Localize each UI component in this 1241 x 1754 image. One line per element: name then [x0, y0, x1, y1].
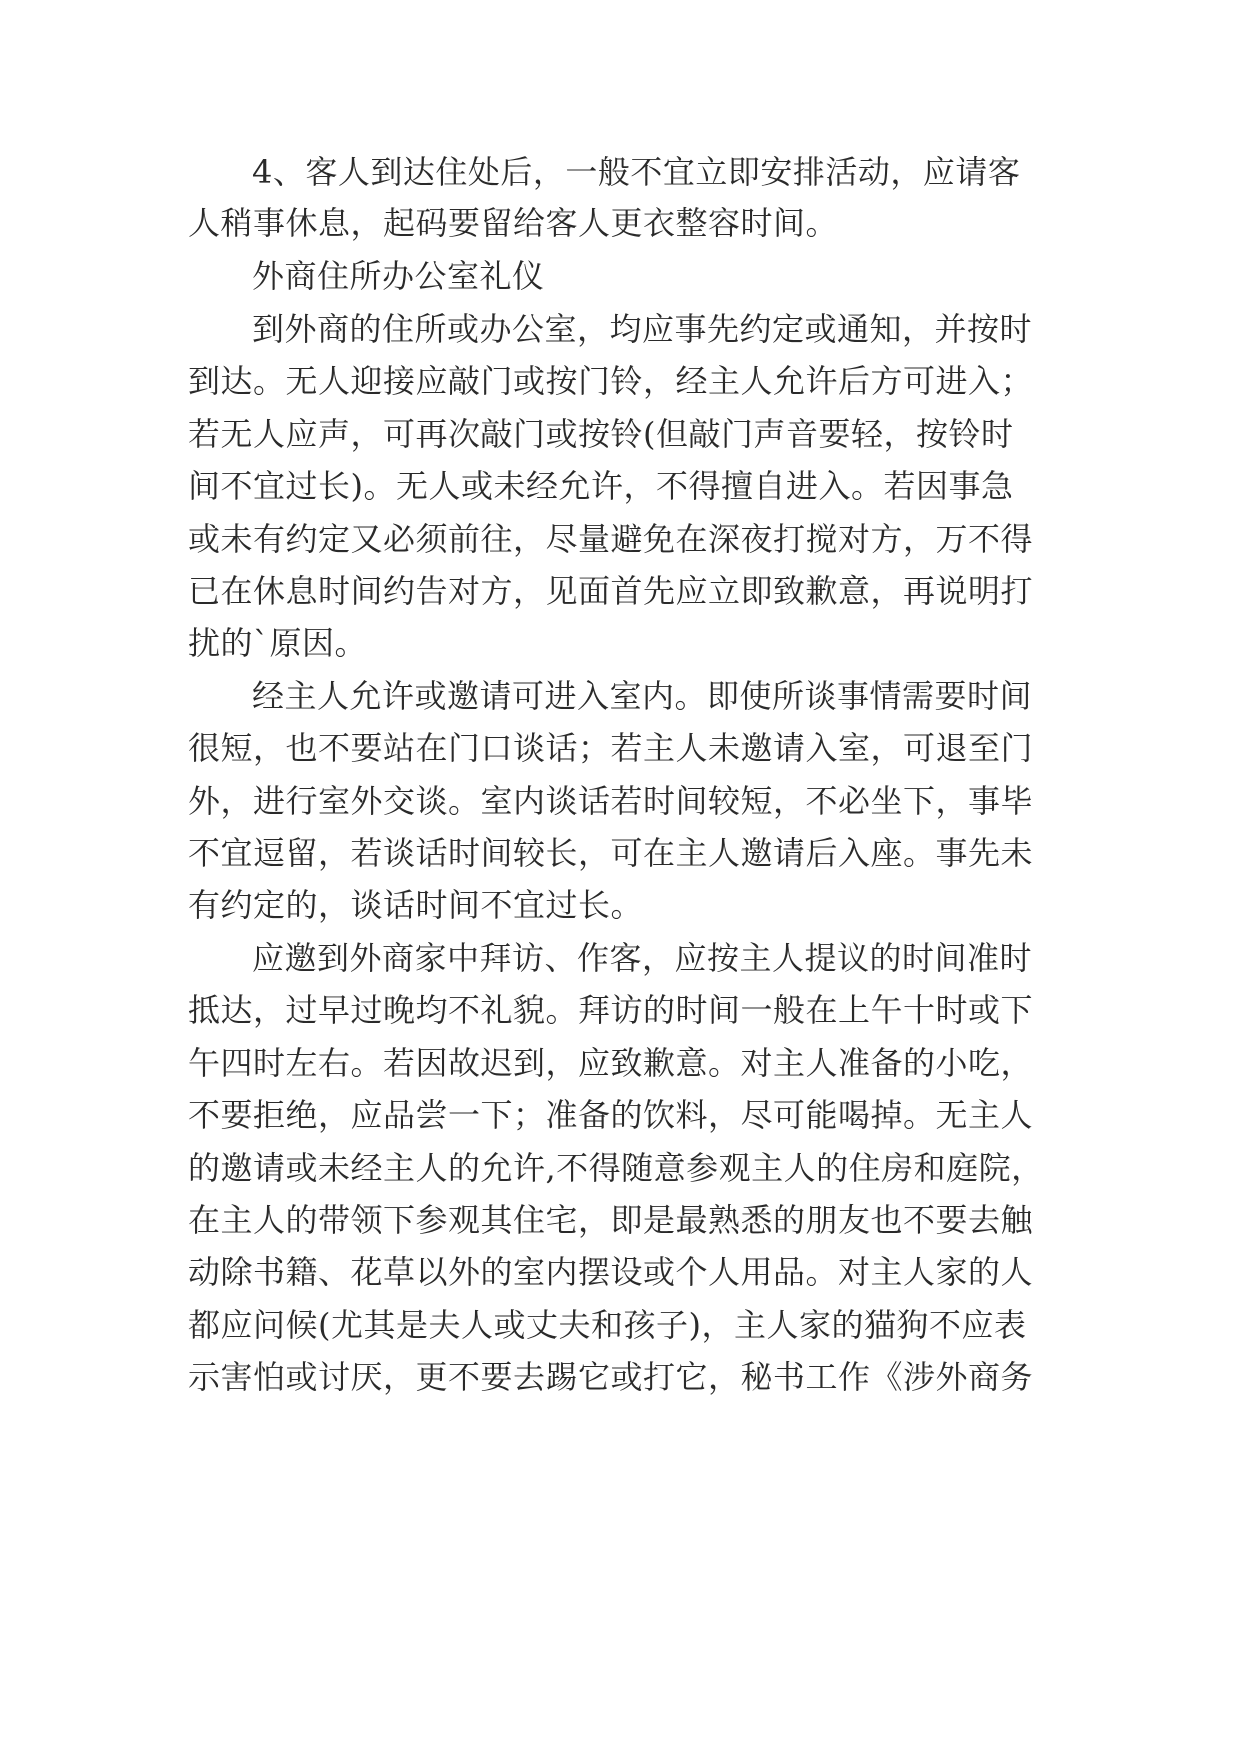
text-line: 不要拒绝，应品尝一下；准备的饮料，尽可能喝掉。无主人: [188, 1096, 1034, 1134]
text-line: 都应问候(尤其是夫人或丈夫和孩子)，主人家的猫狗不应表: [188, 1306, 1027, 1344]
text-line: 4、客人到达住处后，一般不宜立即安排活动，应请客: [252, 153, 1021, 191]
text-line: 不宜逗留，若谈话时间较长，可在主人邀请后入座。事先未: [188, 834, 1034, 872]
text-line: 示害怕或讨厌，更不要去踢它或打它，秘书工作《涉外商务: [188, 1358, 1034, 1396]
text-line: 间不宜过长)。无人或未经允许，不得擅自进入。若因事急: [188, 467, 1014, 505]
text-line: 的邀请或未经主人的允许,不得随意参观主人的住房和庭院，: [188, 1149, 1044, 1187]
text-line: 到外商的住所或办公室，均应事先约定或通知，并按时: [252, 310, 1033, 348]
text-line: 应邀到外商家中拜访、作客，应按主人提议的时间准时: [252, 939, 1033, 977]
text-line: 有约定的，谈话时间不宜过长。: [188, 886, 644, 924]
text-line: 已在休息时间约告对方，见面首先应立即致歉意，再说明打: [188, 572, 1034, 610]
text-line: 到达。无人迎接应敲门或按门铃，经主人允许后方可进入；: [188, 362, 1034, 400]
text-line: 很短，也不要站在门口谈话；若主人未邀请入室，可退至门: [188, 729, 1034, 767]
text-line: 扰的`原因。: [188, 624, 368, 662]
text-line: 午四时左右。若因故迟到，应致歉意。对主人准备的小吃，: [188, 1044, 1034, 1082]
text-line: 抵达，过早过晚均不礼貌。拜访的时间一般在上午十时或下: [188, 991, 1034, 1029]
text-line: 在主人的带领下参观其住宅，即是最熟悉的朋友也不要去触: [188, 1201, 1034, 1239]
text-line: 或未有约定又必须前往，尽量避免在深夜打搅对方，万不得: [188, 520, 1034, 558]
section-heading: 外商住所办公室礼仪: [252, 257, 545, 295]
text-line: 人稍事休息，起码要留给客人更衣整容时间。: [188, 204, 839, 242]
text-line: 动除书籍、花草以外的室内摆设或个人用品。对主人家的人: [188, 1253, 1034, 1291]
text-line: 若无人应声，可再次敲门或按铃(但敲门声音要轻，按铃时: [188, 415, 1014, 453]
text-line: 经主人允许或邀请可进入室内。即使所谈事情需要时间: [252, 677, 1033, 715]
text-line: 外，进行室外交谈。室内谈话若时间较短，不必坐下，事毕: [188, 782, 1034, 820]
